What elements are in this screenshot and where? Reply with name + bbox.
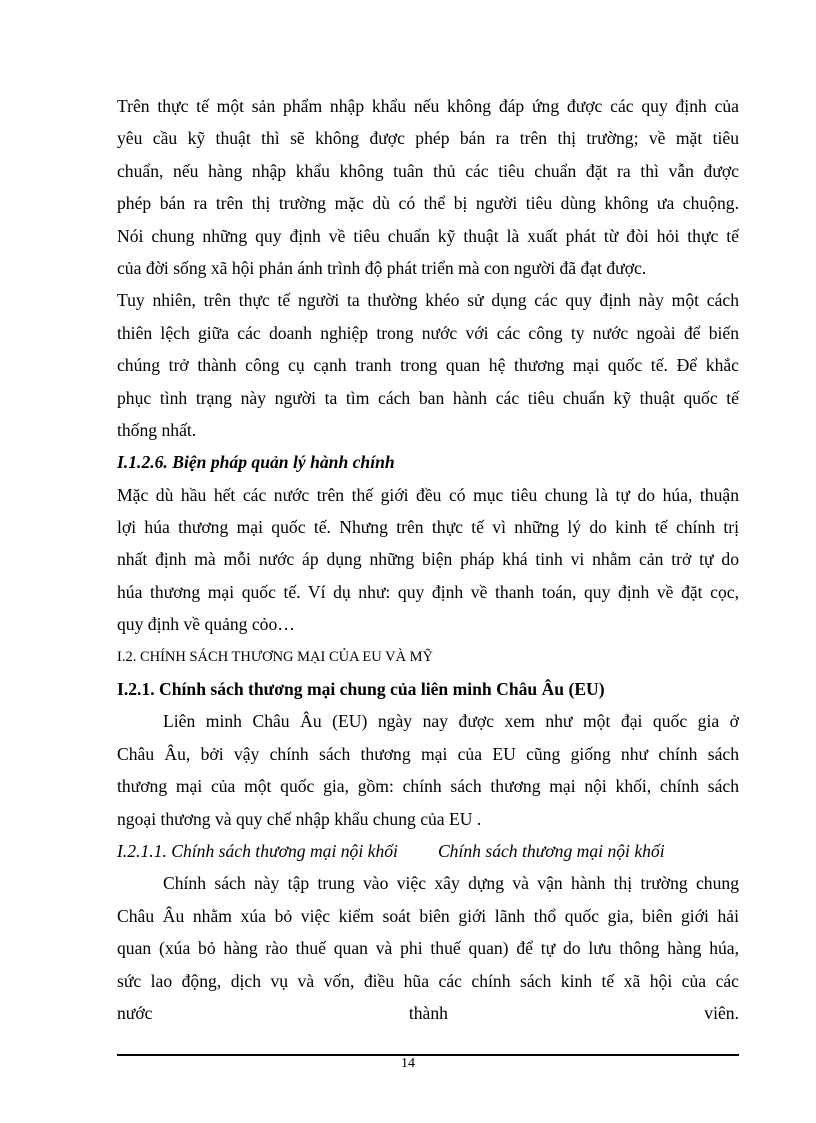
text-line: chuẩn, nếu hàng nhập khẩu không tuân thủ các tiêu chuẩn đặt ra thì vẫn được bbox=[117, 160, 739, 181]
text-line: nước thành viên. bbox=[117, 1002, 739, 1023]
text-line: Nói chung những quy định về tiêu chuẩn kỹ thuật là xuất phát từ đòi hỏi thực tế bbox=[117, 225, 739, 246]
text-line: Chính sách này tập trung vào việc xây dựng và vận hành thị trường chung bbox=[163, 873, 739, 894]
paragraph-internal-policy bbox=[117, 867, 739, 1029]
text-line: Liên minh Châu Âu (EU) ngày nay được xem như một đại quốc gia ở bbox=[163, 711, 739, 732]
text-line: Châu Âu, bởi vậy chính sách thương mại của EU cũng giống như chính sách bbox=[117, 743, 739, 764]
heading-duplicate: Chính sách thương mại nội khối bbox=[437, 840, 665, 861]
text-line: húa thương mại quốc tế. Ví dụ như: quy định về thanh toán, quy định về đặt cọc, bbox=[117, 581, 739, 602]
paragraph-administrative bbox=[117, 479, 739, 641]
text-line: Châu Âu nhằm xúa bỏ việc kiểm soát biên giới lãnh thổ quốc gia, biên giới hải bbox=[117, 905, 739, 926]
paragraph-technical-standards bbox=[117, 90, 739, 284]
text-line: sức lao động, dịch vụ và vốn, điều hũa các chính sách kinh tế xã hội của các bbox=[117, 970, 739, 991]
text-line: Mặc dù hầu hết các nước trên thế giới đều có mục tiêu chung là tự do húa, thuận bbox=[117, 484, 739, 505]
page-body bbox=[117, 90, 739, 1029]
text-line: của đời sống xã hội phản ánh trình độ phát triển mà con người đã đạt được. bbox=[117, 257, 647, 278]
text-line: Trên thực tế một sản phẩm nhập khẩu nếu không đáp ứng được các quy định của bbox=[117, 96, 739, 116]
paragraph-however bbox=[117, 284, 739, 446]
text-line: quan (xúa bỏ hàng rào thuế quan và phi thuế quan) để tự do lưu thông hàng húa, bbox=[117, 938, 739, 959]
text-line: lợi húa thương mại quốc tế. Nhưng trên thực tế vì những lý do kinh tế chính trị bbox=[117, 517, 739, 538]
text-line: thống nhất. bbox=[117, 419, 197, 440]
text-line: phép bán ra trên thị trường mặc dù có thể bị người tiêu dùng không ưa chuộng. bbox=[117, 193, 739, 214]
heading-numbered: I.2.1.1. Chính sách thương mại nội khối bbox=[117, 840, 398, 861]
heading-administrative-measures: I.1.2.6. Biện pháp quản lý hành chính bbox=[117, 452, 395, 473]
text-line: phục tình trạng này người ta tìm cách ban hành các tiêu chuẩn kỹ thuật quốc tế bbox=[117, 387, 739, 408]
text-line: yêu cầu kỹ thuật thì sẽ không được phép bán ra trên thị trường; về mặt tiêu bbox=[117, 128, 739, 149]
text-line: thương mại của một quốc gia, gồm: chính sách thương mại nội khối, chính sách bbox=[117, 776, 739, 797]
text-line: nhất định mà mỗi nước áp dụng những biện pháp khá tinh vi nhằm cản trở tự do bbox=[117, 549, 739, 570]
text-line: thiên lệch giữa các doanh nghiệp trong nước với các công ty nước ngoài để biến bbox=[117, 322, 739, 343]
text-line: Tuy nhiên, trên thực tế người ta thường khéo sử dụng các quy định này một cách bbox=[117, 290, 739, 311]
text-line: quy định về quảng cỏo… bbox=[117, 614, 295, 635]
heading-section-1-2: I.2. CHÍNH SÁCH THƯƠNG MẠI CỦA EU VÀ MỸ bbox=[117, 648, 434, 665]
heading-section-1-2-1-1 bbox=[117, 835, 739, 867]
heading-section-1-2-1: I.2.1. Chính sách thương mại chung của liên minh Châu Âu (EU) bbox=[117, 679, 605, 700]
text-line: chúng trở thành công cụ cạnh tranh trong quan hệ thương mại quốc tế. Để khắc bbox=[117, 355, 739, 376]
paragraph-eu bbox=[117, 705, 739, 835]
page-number: 14 bbox=[401, 1056, 415, 1071]
text-line: ngoại thương và quy chế nhập khẩu chung của EU . bbox=[117, 808, 482, 829]
